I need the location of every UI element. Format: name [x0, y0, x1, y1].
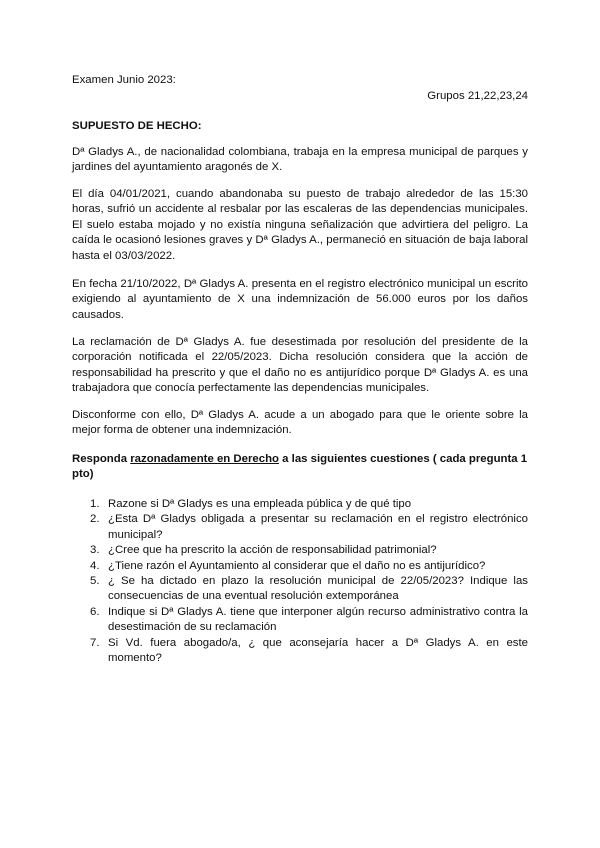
questions-list [72, 497, 528, 666]
question-text: Indique si Dª Gladys A. tiene que interponer algún recurso administrativo contra la desestimación de su reclamación [108, 605, 528, 634]
question-item [72, 497, 528, 512]
question-item [72, 543, 528, 558]
question-number: 3. [90, 544, 100, 557]
question-text: Razone si Dª Gladys es una empleada pública y de qué tipo [108, 498, 412, 510]
paragraph-intro: Dª Gladys A., de nacionalidad colombiana, trabaja en la empresa municipal de parques y jardines del ayuntamiento aragonés de X. [72, 146, 528, 174]
question-text: ¿ Se ha dictado en plazo la resolución municipal de 22/05/2023? Indique las consecuencias de una eventual resolución extemporánea [108, 575, 528, 603]
exam-title: Examen Junio 2023: [72, 74, 176, 86]
instructions-part3: a las siguientes cuestiones ( cada pregunta 1 pto) [72, 453, 528, 481]
question-item [72, 574, 528, 605]
paragraph-accident: El día 04/01/2021, cuando abandonaba su puesto de trabajo alrededor de las 15:30 horas, sufrió un accidente al resbalar por las escaleras de las dependencias municipales. El suelo estaba mojado y no existía ninguna señalización que advirtiera del peligro. La caída le ocasionó lesiones graves y Dª Gladys A., permaneció en situación de baja laboral hasta el 03/03/2022. [72, 188, 528, 262]
paragraph-claim: En fecha 21/10/2022, Dª Gladys A. presenta en el registro electrónico municipal un escrito exigiendo al ayuntamiento de X una indemnización de 56.000 euros por los daños causados. [72, 278, 528, 321]
question-number: 5. [90, 575, 100, 588]
instructions [72, 452, 528, 483]
paragraph-resolution: La reclamación de Dª Gladys A. fue desestimada por resolución del presidente de la corporación notificada el 22/05/2023. Dicha resolución considera que la acción de responsabilidad ha prescrito y que el daño no es antijurídico porque Dª Gladys A. es una trabajadora que conocía perfectamente las dependencias municipales. [72, 336, 528, 395]
question-text: Si Vd. fuera abogado/a, ¿ que aconsejaría hacer a Dª Gladys A. en este momento? [108, 636, 528, 665]
question-item [72, 559, 528, 574]
question-number: 1. [90, 498, 100, 510]
question-item [72, 636, 528, 667]
question-text: ¿Esta Dª Gladys obligada a presentar su reclamación en el registro electrónico municipal? [108, 513, 528, 541]
question-item [72, 605, 528, 636]
question-text: ¿Tiene razón el Ayuntamiento al considerar que el daño no es antijurídico? [108, 559, 486, 572]
section-heading: SUPUESTO DE HECHO: [72, 120, 202, 132]
question-number: 2. [90, 513, 100, 526]
groups-label: Grupos 21,22,23,24 [427, 90, 528, 102]
paragraph-disagreement: Disconforme con ello, Dª Gladys A. acude a un abogado para que le oriente sobre la mejor forma de obtener una indemnización. [72, 409, 528, 437]
instructions-part1: Responda [72, 453, 131, 465]
question-number: 7. [90, 636, 100, 649]
question-item [72, 512, 528, 543]
question-number: 4. [90, 559, 100, 572]
question-text: ¿Cree que ha prescrito la acción de responsabilidad patrimonial? [108, 544, 437, 557]
instructions-underlined: razonadamente en Derecho [130, 453, 279, 465]
question-number: 6. [90, 605, 100, 618]
